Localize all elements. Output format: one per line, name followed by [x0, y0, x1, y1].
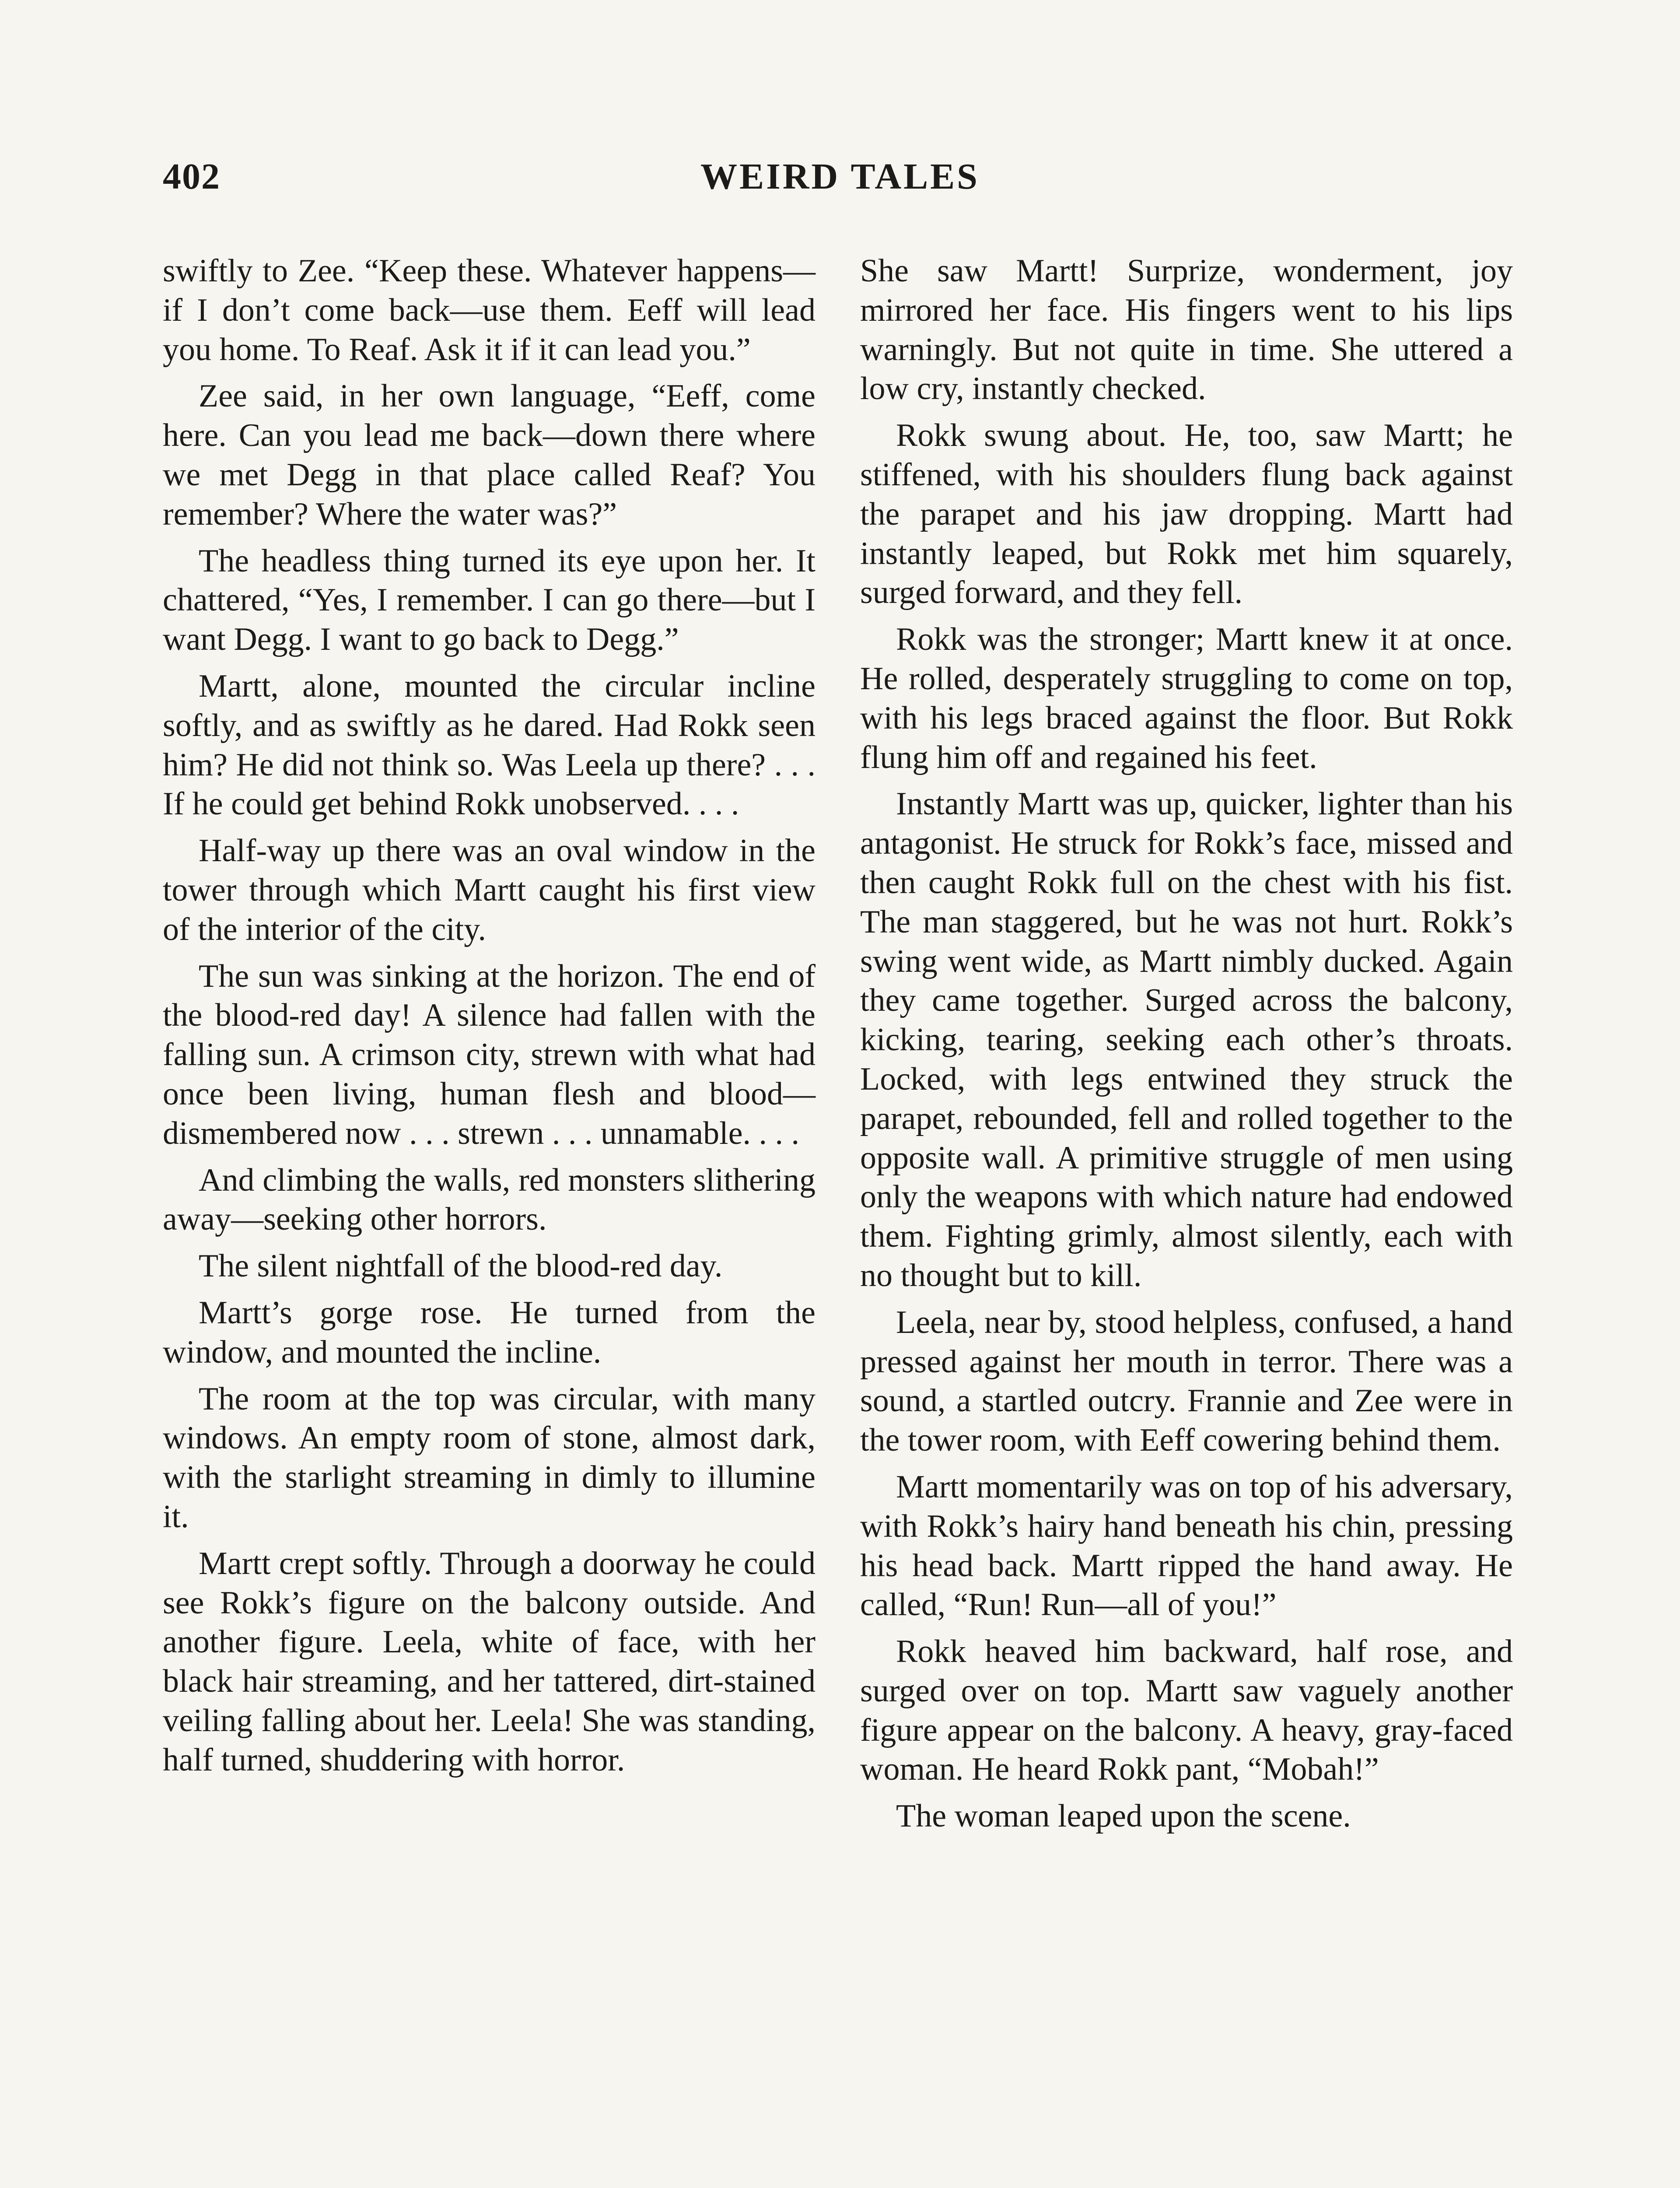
paragraph: Rokk was the stronger; Martt knew it at once. He rolled, desperately struggling to come on top, with his legs braced against the floor. But Rokk flung him off and regained his feet. [860, 621, 1513, 775]
text-column-left [163, 252, 816, 1787]
paragraph: Zee said, in her own language, “Eeff, come here. Can you lead me back—down there where we met Degg in that place called Reaf? You remember? Where the water was?” [163, 378, 816, 532]
page-header [163, 155, 1517, 208]
paragraph: The sun was sinking at the horizon. The end of the blood-red day! A silence had fallen with the falling sun. A crimson city, strewn with what had once been living, human flesh and blood—dismembered now . . . strewn . . . unnamable. . . . [163, 958, 816, 1151]
paragraph: Rokk heaved him backward, half rose, and surged over on top. Martt saw vaguely another figure appear on the balcony. A heavy, gray-faced woman. He heard Rokk pant, “Mobah!” [860, 1634, 1513, 1788]
paragraph: Martt’s gorge rose. He turned from the window, and mounted the incline. [163, 1294, 816, 1370]
paragraph: Half-way up there was an oval window in the tower through which Martt caught his first view of the interior of the city. [163, 833, 816, 947]
paragraph: Rokk swung about. He, too, saw Martt; he stiffened, with his shoulders flung back against the parapet and his jaw dropping. Martt had instantly leaped, but Rokk met him squarely, surged forward, and they fell. [860, 417, 1513, 611]
paragraph: Martt momentarily was on top of his adversary, with Rokk’s hairy hand beneath his chin, pressing his head back. Martt ripped the hand away. He called, “Run! Run—all of you!” [860, 1469, 1513, 1623]
paragraph: swiftly to Zee. “Keep these. Whatever happens—if I don’t come back—use them. Eeff will lead you home. To Reaf. Ask it if it can lead you.” [163, 253, 816, 368]
paragraph: The woman leaped upon the scene. [896, 1798, 1351, 1834]
page-number: 402 [163, 156, 220, 197]
paragraph: Martt, alone, mounted the circular incline softly, and as swiftly as he dared. Had Rokk seen him? He did not think so. Was Leela up there? . . . If he could get behind Rokk unobserved. . . . [163, 668, 816, 822]
paragraph: Martt crept softly. Through a doorway he could see Rokk’s figure on the balcony outside. And another figure. Leela, white of face, with her black hair streaming, and her tattered, dirt-stained veiling falling about her. Leela! She was standing, half turned, shuddering with horror. [163, 1545, 816, 1778]
paragraph: Leela, near by, stood helpless, confused, a hand pressed against her mouth in terror. There was a sound, a startled outcry. Frannie and Zee were in the tower room, with Eeff cowering behind them. [860, 1304, 1513, 1459]
paragraph: She saw Martt! Surprize, wonderment, joy mirrored her face. His fingers went to his lips warningly. But not quite in time. She uttered a low cry, instantly checked. [860, 253, 1513, 407]
running-title: WEIRD TALES [700, 156, 980, 197]
paragraph: The room at the top was circular, with many windows. An empty room of stone, almost dark, with the starlight streaming in dimly to illumine it. [163, 1381, 816, 1535]
text-column-right [860, 252, 1513, 1844]
paragraph: The headless thing turned its eye upon her. It chattered, “Yes, I remember. I can go there—but I want Degg. I want to go back to Degg.” [163, 543, 816, 658]
paragraph: Instantly Martt was up, quicker, lighter than his antagonist. He struck for Rokk’s face, missed and then caught Rokk full on the chest with his fist. The man staggered, but he was not hurt. Rokk’s swing went wide, as Martt nimbly ducked. Again they came together. Surged across the balcony, kicking, tearing, seeking each other’s throats. Locked, with legs entwined they struck the parapet, rebounded, fell and rolled together to the opposite wall. A primitive struggle of men using only the weapons with which nature had endowed them. Fighting grimly, almost silently, each with no thought but to kill. [860, 786, 1513, 1294]
paragraph: The silent nightfall of the blood-red day. [199, 1248, 723, 1284]
paragraph: And climbing the walls, red monsters slithering away—seeking other horrors. [163, 1162, 816, 1238]
